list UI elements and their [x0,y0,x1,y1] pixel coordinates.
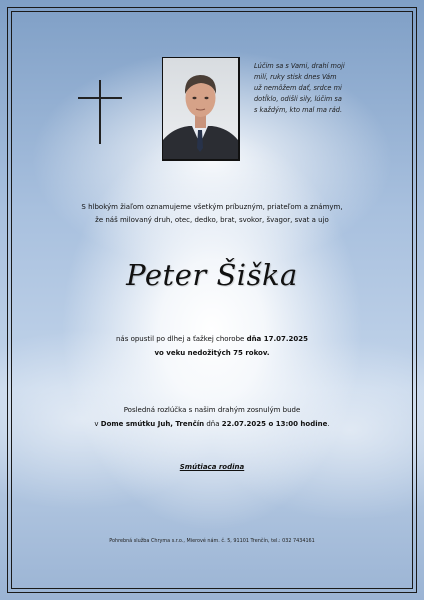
deceased-name: Peter Šiška [126,258,298,292]
funeral-notice [20,404,404,431]
age-line [20,347,404,361]
poem-line: milí, ruky stisk dnes Vám [254,73,337,82]
farewell-poem [254,61,374,116]
funeral-prefix: v [94,419,101,428]
announcement-line: že náš milovaný druh, otec, dedko, brat, svokor, švagor, svat a ujo [95,216,329,224]
death-text: nás opustil po dlhej a ťažkej chorobe [115,335,247,343]
funeral-line1: Posledná rozlúčka s našim drahým zosnulým bude [123,406,301,414]
death-age: vo veku nedožitých 75 rokov. [154,348,270,357]
poem-line: dotĺklo, odišli sily, lúčim sa [254,95,342,104]
poem-line: už nemôžem dať, srdce mi [254,84,342,93]
death-notice [20,333,404,360]
funeral-place: Dome smútku Juh, Trenčín [100,419,205,428]
death-line [20,333,404,347]
announcement-line: S hlbokým žiaľom oznamujeme všetkým príbuzným, priateľom a známym, [81,203,343,211]
cross-icon [78,80,122,144]
death-date: dňa 17.07.2025 [246,335,309,343]
funeral-suffix: . [327,419,330,428]
footer-company: Pohrebná služba Chryma s.r.o., Mierové nám. č. 5, 91101 Trenčín, tel.: 032 7434161 [109,538,315,544]
announcement [30,201,394,227]
portrait-photo [162,57,240,161]
funeral-mid: dňa [204,419,222,428]
poem-line: s každým, kto mal ma rád. [254,106,343,115]
signature: Smútiaca rodina [179,463,245,471]
funeral-line2 [20,418,404,432]
funeral-datetime: 22.07.2025 o 13:00 hodine [221,419,328,428]
poem-line: Lúčim sa s Vami, drahí moji [254,62,345,70]
